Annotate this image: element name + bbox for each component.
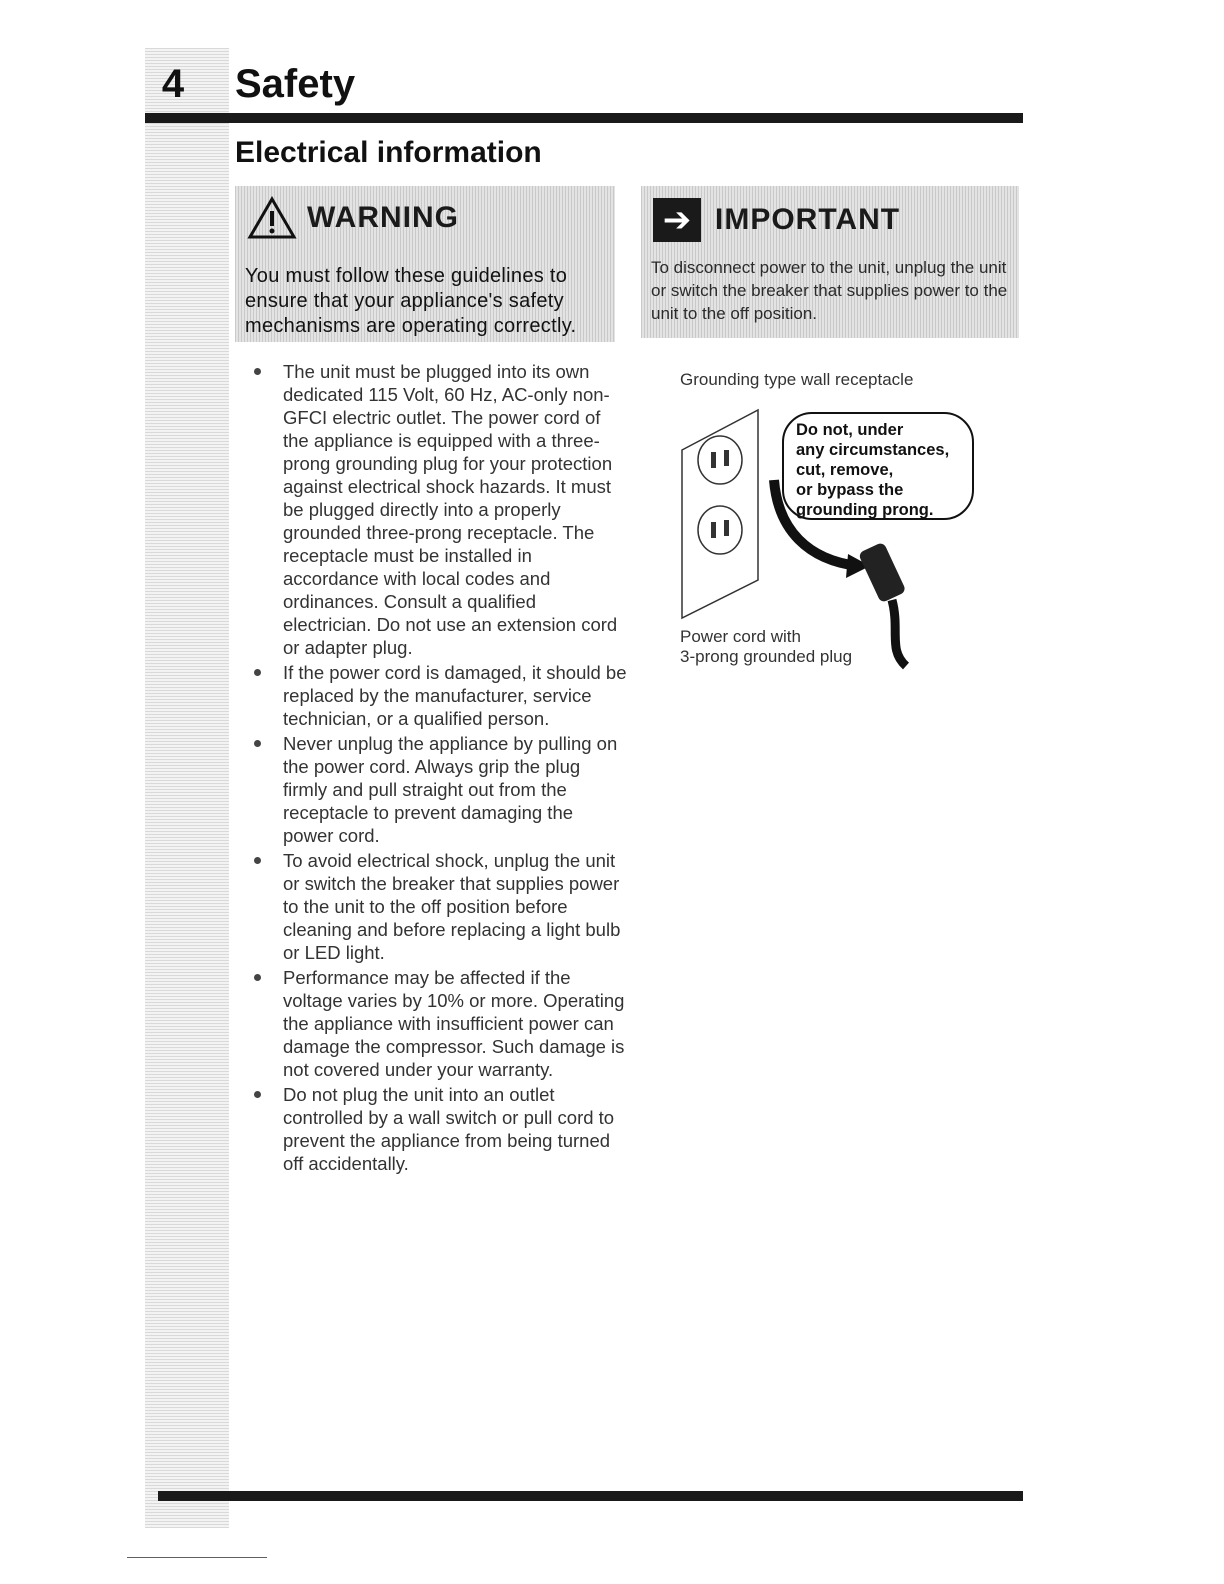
sidebar-strip [145, 48, 229, 1528]
list-item [248, 1083, 628, 1175]
page-number: 4 [161, 62, 185, 106]
bullet-icon [254, 740, 261, 747]
figure-callout [782, 412, 974, 520]
figure-caption-top: Grounding type wall receptacle [680, 370, 914, 389]
bullet-text: The unit must be plugged into its own dedicated 115 Volt, 60 Hz, AC-only non-GFCI electric outlet. The power cord of the appliance is equipped with a three-prong grounding plug for your protection against electrical shock hazards. It must be plugged directly into a properly grounded three-prong receptacle. The receptacle must be installed in accordance with local codes and ordinances. Consult a qualified electrician. Do not use an extension cord or adapter plug. [283, 361, 618, 658]
bullet-text: To avoid electrical shock, unplug the unit or switch the breaker that supplies power to the unit to the off position before cleaning and before replacing a light bulb or LED light. [283, 850, 621, 963]
warning-header [247, 196, 459, 240]
important-header [653, 198, 900, 242]
callout-line: or bypass the [796, 481, 904, 499]
warning-triangle-icon [247, 196, 297, 240]
caption-line: 3-prong grounded plug [680, 647, 853, 666]
footer-divider [158, 1491, 1023, 1501]
caption-line: Power cord with [680, 627, 801, 646]
important-box [641, 186, 1019, 338]
warning-box [235, 186, 615, 342]
list-item [248, 732, 628, 847]
bullet-text: Do not plug the unit into an outlet controlled by a wall switch or pull cord to prevent the appliance from being turned off accidentally. [283, 1084, 615, 1174]
list-item [248, 661, 628, 730]
header-divider [145, 113, 1023, 123]
safety-bullet-list [248, 360, 628, 1177]
bullet-text: If the power cord is damaged, it should be replaced by the manufacturer, service technician, or a qualified person. [283, 662, 627, 729]
callout-line: cut, remove, [796, 461, 894, 479]
page-title: Safety [235, 62, 356, 106]
bullet-text: Never unplug the appliance by pulling on the power cord. Always grip the plug firmly and pull straight out from the receptacle to prevent damaging the power cord. [283, 733, 618, 846]
figure-caption-bottom [680, 627, 900, 667]
bullet-text: Performance may be affected if the voltage varies by 10% or more. Operating the appliance with insufficient power can damage the compressor. Such damage is not covered under your warranty. [283, 967, 625, 1080]
arrow-right-icon: ➔ [653, 198, 701, 242]
important-label: IMPORTANT [715, 203, 901, 236]
warning-text: You must follow these guidelines to ensure that your appliance's safety mechanisms are operating correctly. [245, 265, 577, 337]
important-text: To disconnect power to the unit, unplug the unit or switch the breaker that supplies power to the unit to the off position. [651, 258, 1008, 323]
warning-label: WARNING [307, 201, 459, 234]
bullet-icon [254, 368, 261, 375]
list-item [248, 849, 628, 964]
bullet-icon [254, 1091, 261, 1098]
callout-line: grounding prong. [796, 501, 934, 519]
callout-line: Do not, under [796, 421, 904, 439]
list-item [248, 966, 628, 1081]
bullet-icon [254, 857, 261, 864]
callout-line: any circumstances, [796, 441, 950, 459]
section-title: Electrical information [235, 136, 542, 169]
list-item [248, 360, 628, 659]
bullet-icon [254, 669, 261, 676]
bullet-icon [254, 974, 261, 981]
footer-link-line [127, 1557, 267, 1558]
receptacle-figure [678, 360, 990, 670]
